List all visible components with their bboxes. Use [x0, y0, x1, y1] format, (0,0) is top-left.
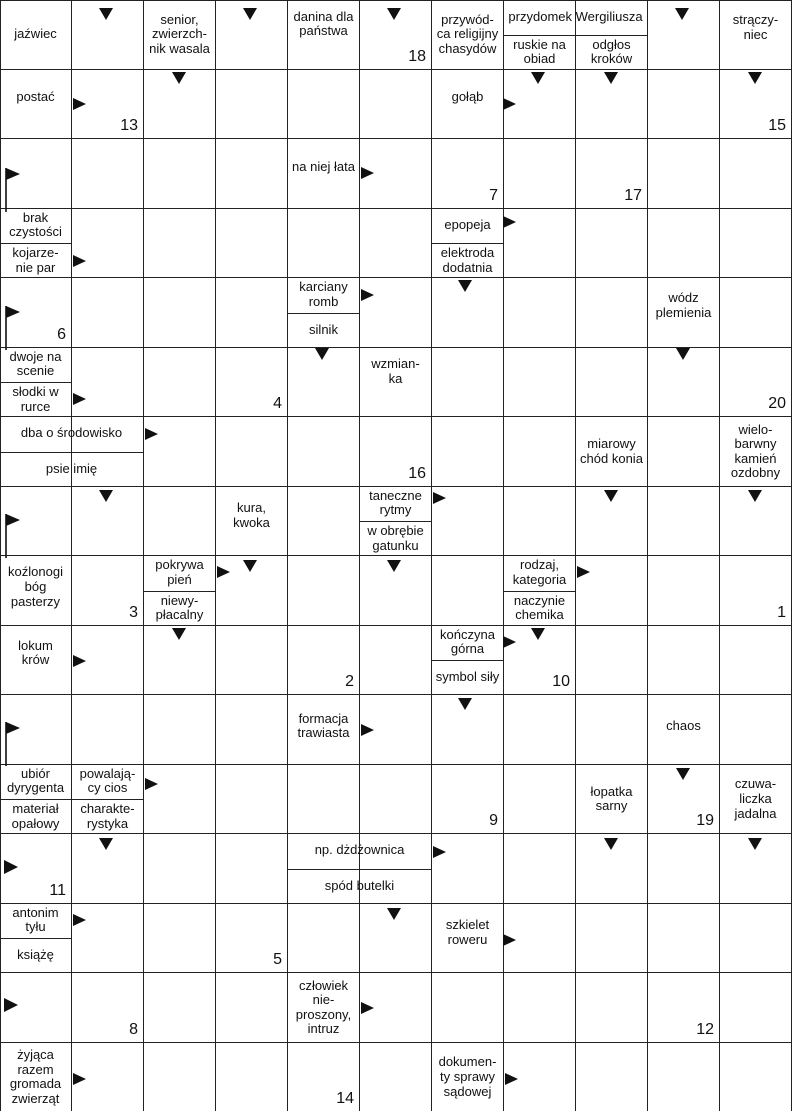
- clue-text: słodki w rurce: [12, 384, 59, 414]
- arrow-right-icon: [145, 428, 158, 440]
- clue-text: na niej łata: [292, 158, 355, 174]
- clue-brak: [1, 210, 70, 241]
- clue-text: brak czystości: [9, 209, 62, 240]
- arrow-right-icon: [433, 492, 446, 504]
- clue-text: epopeja: [444, 216, 491, 232]
- clue-niewyplacalny: [145, 592, 214, 625]
- arrow-down-icon: [604, 490, 618, 502]
- clue-text: człowiek nie- proszony, intruz: [295, 977, 352, 1037]
- answer-number: 10: [552, 673, 570, 690]
- clue-text: dokumen- ty sprawy sądowej: [438, 1054, 497, 1099]
- clue-spod: [289, 870, 430, 903]
- arrow-right-icon: [361, 1002, 374, 1014]
- clue-psie: [1, 453, 142, 486]
- answer-number: 14: [336, 1090, 354, 1107]
- clue-text: powalają- cy cios: [79, 765, 136, 796]
- clue-divider: [288, 869, 432, 870]
- arrow-right-icon: [361, 289, 374, 301]
- clue-slodki: [1, 383, 70, 416]
- clue-divider: [504, 591, 576, 592]
- clue-text: rodzaj, kategoria: [512, 557, 567, 587]
- arrow-right-icon: [433, 846, 446, 858]
- arrow-down-icon: [99, 490, 113, 502]
- clue-senior: [145, 1, 214, 69]
- clue-text: ruskie na obiad: [513, 36, 566, 67]
- clue-szkielet: [433, 905, 502, 962]
- clue-text: koźlonogi bóg pasterzy: [8, 564, 63, 609]
- clue-straczyniec: [721, 1, 790, 55]
- arrow-right-icon: [73, 255, 86, 267]
- answer-number: 5: [273, 951, 282, 968]
- clue-text: dwoje na scenie: [9, 348, 62, 379]
- clue-text: symbol siły: [435, 669, 500, 685]
- clue-wodz: [649, 279, 718, 333]
- clue-material: [1, 800, 70, 833]
- clue-text: szkielet roweru: [445, 917, 490, 948]
- clue-text: niewy- płacalny: [155, 592, 204, 623]
- arrow-right-icon: [73, 98, 86, 110]
- clue-text: taneczne rytmy: [369, 487, 422, 518]
- arrow-down-icon: [315, 348, 329, 360]
- arrow-down-icon: [748, 490, 762, 502]
- arrow-down-icon: [604, 72, 618, 84]
- answer-number: 12: [696, 1020, 714, 1038]
- clue-powalajacy: [73, 766, 142, 797]
- clue-text: kojarze- nie par: [12, 245, 59, 275]
- clue-epopeja: [433, 210, 502, 241]
- arrow-down-icon: [387, 908, 401, 920]
- clue-text: odgłos kroków: [590, 36, 633, 67]
- arrow-down-icon: [387, 560, 401, 572]
- clue-divider: [0, 382, 72, 383]
- clue-text: wielo- barwny kamień ozdobny: [730, 421, 781, 481]
- arrow-right-icon: [503, 216, 516, 228]
- clue-text: kończyna górna: [440, 626, 495, 657]
- arrow-down-icon: [243, 560, 257, 572]
- arrow-right-icon: [73, 393, 86, 405]
- answer-number: 15: [768, 117, 786, 134]
- arrow-down-icon: [676, 768, 690, 780]
- clue-danina: [289, 1, 358, 48]
- clue-przywodca: [433, 1, 502, 69]
- arrow-down-icon: [604, 838, 618, 850]
- clue-text: miarowy chód konia: [580, 436, 643, 466]
- clue-text: psie imię: [45, 460, 98, 476]
- clue-text: np. dżdżownica: [314, 842, 405, 858]
- clue-text: w obrębie gatunku: [367, 523, 424, 553]
- answer-number: 20: [768, 395, 786, 412]
- flag-icon: [4, 514, 22, 560]
- answer-number: 16: [408, 464, 426, 482]
- arrow-right-icon: [503, 636, 516, 648]
- clue-text: naczynie chemika: [513, 592, 566, 623]
- clue-ruskie: [505, 36, 574, 69]
- arrow-down-icon: [172, 72, 186, 84]
- clue-divider: [72, 799, 144, 800]
- clue-text: książę: [17, 947, 54, 963]
- flag-icon: [4, 722, 22, 768]
- clue-nanieJlata: [289, 140, 358, 194]
- clue-wzmianka: [361, 349, 430, 396]
- clue-kozlonogi: [1, 557, 70, 618]
- arrow-down-icon: [531, 72, 545, 84]
- clue-divider: [0, 452, 144, 453]
- arrow-right-icon: [145, 778, 158, 790]
- clue-wielobarwny: [721, 418, 790, 486]
- clue-text: jaźwiec: [14, 26, 57, 42]
- answer-number: 11: [49, 881, 66, 899]
- arrow-down-icon: [99, 838, 113, 850]
- clue-kura: [217, 488, 286, 545]
- clue-pokrywa: [145, 557, 214, 588]
- clue-dba: [1, 418, 142, 449]
- clue-czuwaliczka: [721, 766, 790, 834]
- clue-text: czuwa- liczka jadalna: [734, 776, 777, 821]
- clue-text: antonim tyłu: [12, 904, 59, 935]
- arrow-right-icon: [73, 1073, 86, 1085]
- clue-ksiaze: [1, 939, 70, 972]
- clue-text: silnik: [309, 321, 338, 337]
- clue-text: lokum krów: [18, 637, 53, 668]
- answer-number: 13: [120, 117, 138, 134]
- answer-number: 18: [408, 47, 426, 65]
- answer-number: 6: [57, 325, 66, 343]
- clue-jazwiec: [1, 1, 70, 69]
- clue-divider: [432, 660, 504, 661]
- arrow-right-icon: [505, 1073, 518, 1085]
- clue-text: spód butelki: [324, 877, 395, 893]
- answer-number: 2: [345, 673, 354, 690]
- clue-golab: [433, 71, 502, 125]
- clue-text: senior, zwierzch- nik wasala: [149, 11, 210, 57]
- flag-icon: [4, 860, 22, 906]
- clue-kojarzenie: [1, 244, 70, 277]
- clue-text: charakte- rystyka: [80, 801, 135, 831]
- clue-text: kura, kwoka: [233, 500, 270, 531]
- arrow-down-icon: [172, 628, 186, 640]
- clue-czlowiek: [289, 974, 358, 1042]
- clue-text: wódz plemienia: [655, 290, 712, 320]
- flag-icon: [4, 998, 22, 1044]
- clue-wobrebie: [361, 522, 430, 555]
- arrow-right-icon: [577, 566, 590, 578]
- answer-number: 8: [129, 1020, 138, 1038]
- clue-lokum: [1, 627, 70, 681]
- answer-number: 3: [129, 603, 138, 621]
- flag-icon: [4, 306, 22, 352]
- answer-number: 7: [489, 186, 498, 204]
- clue-rodzaj: [505, 557, 574, 588]
- clue-divider: [288, 313, 360, 314]
- clue-text: formacja trawiasta: [297, 710, 350, 741]
- clue-divider: [432, 243, 504, 244]
- clue-text: karciany romb: [299, 279, 348, 309]
- clue-divider: [0, 243, 72, 244]
- arrow-down-icon: [531, 628, 545, 640]
- clue-karciany: [289, 279, 358, 310]
- clue-divider: [144, 591, 216, 592]
- answer-number: 1: [777, 603, 786, 621]
- arrow-right-icon: [503, 934, 516, 946]
- clue-text: wzmian- ka: [371, 356, 420, 386]
- clue-taneczne: [361, 488, 430, 519]
- arrow-right-icon: [73, 655, 86, 667]
- clue-text: materiał opałowy: [11, 801, 60, 831]
- clue-text: dba o środowisko: [20, 425, 123, 441]
- arrow-right-icon: [217, 566, 230, 578]
- clue-silnik: [289, 314, 358, 347]
- arrow-right-icon: [361, 167, 374, 179]
- answer-number: 9: [489, 812, 498, 829]
- clue-divider: [576, 35, 648, 36]
- clue-divider: [504, 35, 576, 36]
- answer-number: 19: [696, 812, 714, 829]
- clue-text: żyjąca razem gromada zwierząt: [9, 1047, 62, 1106]
- clue-dokumenty: [433, 1044, 502, 1111]
- arrow-right-icon: [73, 914, 86, 926]
- clue-chaos: [649, 696, 718, 757]
- clue-dzdzownica: [289, 835, 430, 866]
- clue-formacja: [289, 696, 358, 757]
- clue-text: danina dla państwa: [293, 8, 354, 39]
- clue-text: przydomek Wergiliusza: [508, 9, 643, 25]
- arrow-down-icon: [243, 8, 257, 20]
- arrow-down-icon: [99, 8, 113, 20]
- clue-text: elektroda dodatnia: [440, 245, 495, 275]
- clue-divider: [0, 938, 72, 939]
- flag-icon: [4, 168, 22, 214]
- clue-text: strączy- niec: [732, 12, 779, 42]
- clue-elektroda: [433, 244, 502, 277]
- arrow-right-icon: [361, 724, 374, 736]
- clue-text: ubiór dyrygenta: [6, 765, 65, 796]
- clue-text: łopatka sarny: [590, 783, 633, 814]
- arrow-down-icon: [676, 348, 690, 360]
- arrow-down-icon: [458, 280, 472, 292]
- clue-przydomek: [505, 1, 646, 34]
- answer-number: 4: [273, 395, 282, 412]
- clue-miarowy: [577, 418, 646, 486]
- clue-naczynie: [505, 592, 574, 625]
- arrow-right-icon: [503, 98, 516, 110]
- clue-postac: [1, 71, 70, 125]
- clue-konczyna: [433, 627, 502, 658]
- answer-number: 17: [624, 186, 642, 204]
- clue-divider: [0, 799, 72, 800]
- clue-dwoje: [1, 349, 70, 380]
- clue-text: chaos: [666, 718, 701, 733]
- clue-divider: [360, 521, 432, 522]
- arrow-down-icon: [748, 838, 762, 850]
- arrow-down-icon: [458, 698, 472, 710]
- clue-zyjaca: [1, 1044, 70, 1111]
- clue-text: postać: [16, 89, 55, 105]
- clue-antonim: [1, 905, 70, 936]
- arrow-down-icon: [675, 8, 689, 20]
- clue-odglos: [577, 36, 646, 69]
- clue-text: przywód- ca religijny chasydów: [436, 11, 499, 57]
- clue-ubior: [1, 766, 70, 797]
- clue-charakterystyka: [73, 800, 142, 833]
- clue-text: pokrywa pień: [155, 557, 204, 587]
- arrow-down-icon: [748, 72, 762, 84]
- clue-lopatka: [577, 766, 646, 834]
- arrow-down-icon: [387, 8, 401, 20]
- clue-text: gołąb: [451, 89, 484, 105]
- clue-symbol: [433, 661, 502, 694]
